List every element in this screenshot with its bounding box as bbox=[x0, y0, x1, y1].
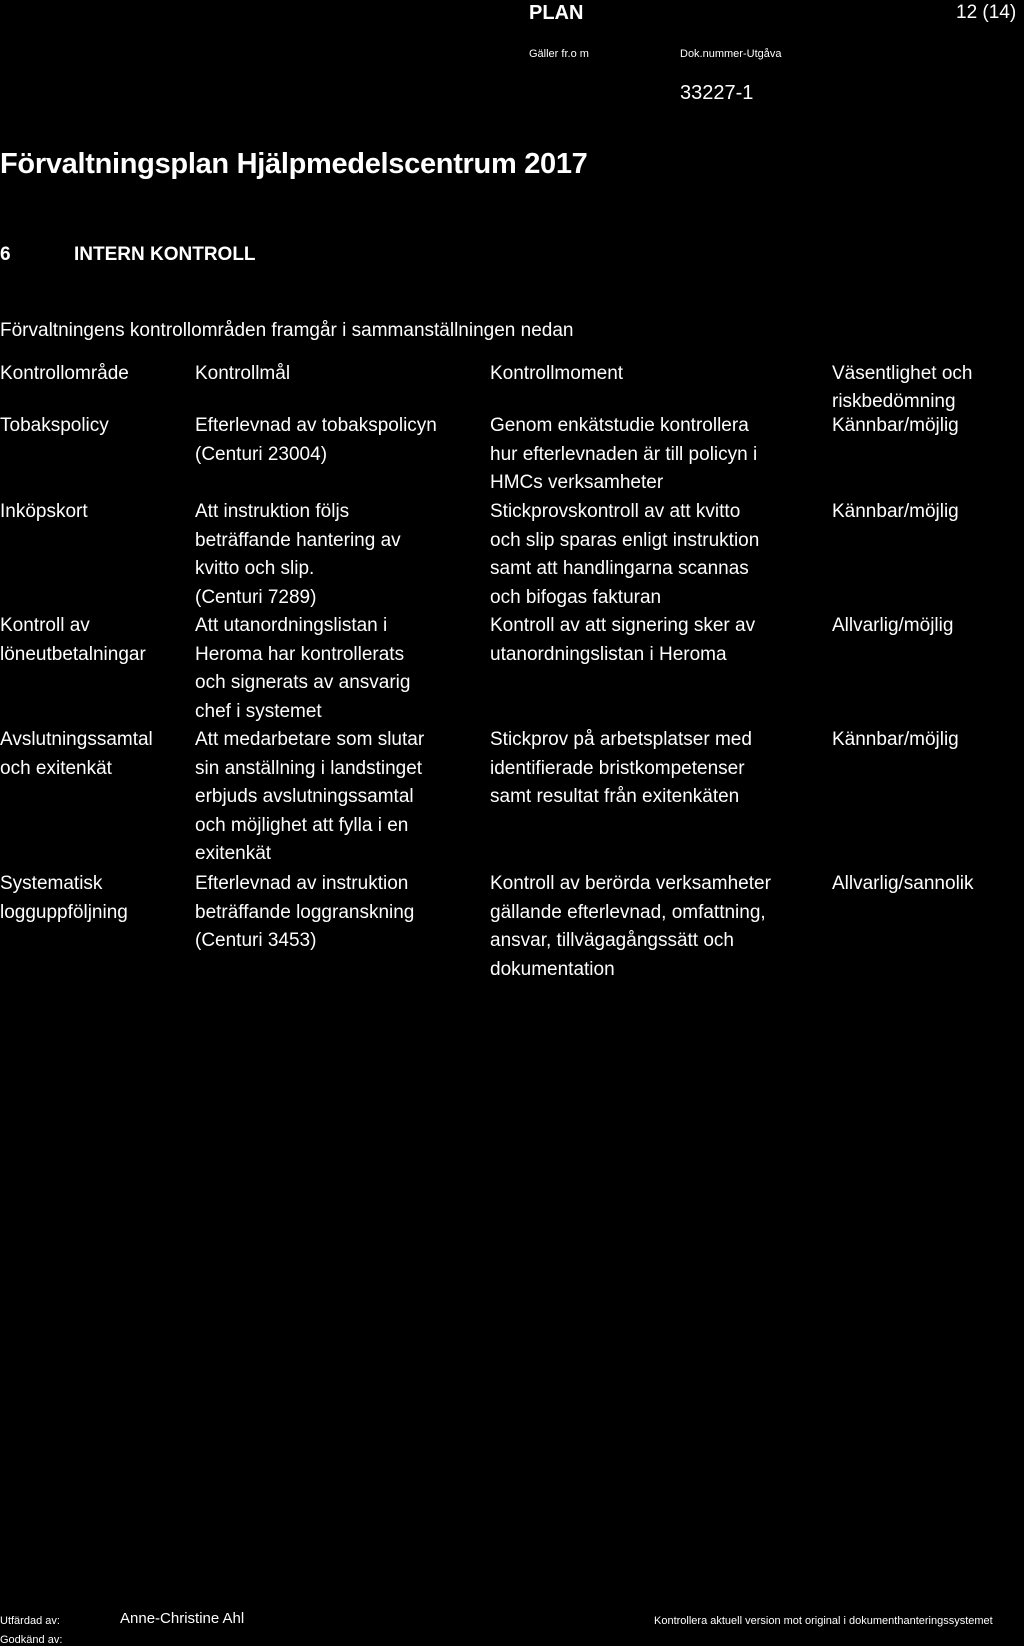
issued-by-name: Anne-Christine Ahl bbox=[120, 1610, 245, 1627]
control-table bbox=[0, 360, 1024, 980]
cell-line: utanordningslistan i Heroma bbox=[490, 643, 727, 665]
cell-risk: Kännbar/möjlig bbox=[832, 415, 959, 436]
cell-line: Kontroll av bbox=[0, 615, 90, 636]
page-title: Förvaltningsplan Hjälpmedelscentrum 2017 bbox=[0, 148, 588, 180]
cell-goal bbox=[195, 412, 437, 469]
column-header-goal: Kontrollmål bbox=[195, 363, 291, 384]
cell-line: Tobakspolicy bbox=[0, 415, 109, 436]
cell-line: (Centuri 3453) bbox=[195, 930, 317, 951]
cell-moment bbox=[490, 412, 757, 498]
cell-moment bbox=[490, 498, 759, 612]
column-header-moment: Kontrollmoment bbox=[490, 363, 624, 384]
cell-line: HMCs verksamheter bbox=[490, 472, 664, 493]
page-number: 12 (14) bbox=[956, 2, 1017, 23]
table-header-row bbox=[0, 360, 1024, 412]
cell-line: erbjuds avslutningssamtal bbox=[195, 786, 414, 807]
cell-area bbox=[0, 412, 109, 441]
cell-line: samt resultat från exitenkäten bbox=[490, 786, 740, 807]
cell-line: Avslutningssamtal bbox=[0, 729, 153, 750]
cell-line: dokumentation bbox=[490, 958, 615, 980]
cell-line: hur efterlevnaden är till policyn i bbox=[490, 443, 758, 465]
cell-line: Systematisk bbox=[0, 873, 103, 894]
cell-line: chef i systemet bbox=[195, 700, 322, 722]
cell-goal bbox=[195, 612, 410, 726]
intro-text: Förvaltningens kontrollområden framgår i sammanställningen nedan bbox=[0, 320, 574, 341]
cell-area bbox=[0, 726, 153, 783]
cell-risk: Kännbar/möjlig bbox=[832, 501, 959, 522]
cell-line: Efterlevnad av instruktion bbox=[195, 873, 409, 894]
doc-number: 33227-1 bbox=[680, 82, 754, 104]
cell-line: exitenkät bbox=[195, 843, 272, 864]
cell-risk: Allvarlig/möjlig bbox=[832, 615, 954, 636]
cell-goal bbox=[195, 870, 414, 956]
version-note: Kontrollera aktuell version mot original i dokumenthanteringssystemet bbox=[654, 1615, 993, 1627]
cell-line: Att medarbetare som slutar bbox=[195, 729, 425, 750]
cell-line: beträffande loggranskning bbox=[195, 901, 415, 923]
cell-line: och exitenkät bbox=[0, 757, 112, 779]
cell-risk: Allvarlig/sannolik bbox=[832, 873, 974, 894]
cell-line: logguppföljning bbox=[0, 901, 128, 923]
cell-area bbox=[0, 498, 88, 527]
valid-from-label: Gäller fr.o m bbox=[529, 48, 589, 60]
cell-area bbox=[0, 870, 128, 927]
column-header-risk: Väsentlighet och riskbedömning bbox=[832, 363, 973, 412]
cell-line: Kontroll av att signering sker av bbox=[490, 615, 756, 636]
cell-line: och slip sparas enligt instruktion bbox=[490, 529, 760, 551]
cell-goal bbox=[195, 498, 401, 612]
cell-line: (Centuri 23004) bbox=[195, 443, 328, 465]
cell-line: Kontroll av berörda verksamheter bbox=[490, 873, 771, 894]
cell-line: Att utanordningslistan i bbox=[195, 615, 388, 636]
column-header-area: Kontrollområde bbox=[0, 363, 129, 384]
cell-moment bbox=[490, 870, 771, 984]
section-title: INTERN KONTROLL bbox=[74, 244, 256, 265]
cell-line: kvitto och slip. bbox=[195, 558, 315, 579]
approved-by-label: Godkänd av: bbox=[0, 1634, 63, 1646]
cell-line: och signerats av ansvarig bbox=[195, 672, 411, 693]
cell-area bbox=[0, 612, 146, 669]
cell-line: (Centuri 7289) bbox=[195, 586, 317, 608]
cell-line: identifierade bristkompetenser bbox=[490, 757, 745, 779]
cell-line: Genom enkätstudie kontrollera bbox=[490, 415, 749, 436]
cell-line: sin anställning i landstinget bbox=[195, 757, 423, 779]
issued-by-label: Utfärdad av: bbox=[0, 1615, 60, 1627]
cell-line: och möjlighet att fylla i en bbox=[195, 814, 409, 836]
cell-line: beträffande hantering av bbox=[195, 529, 401, 551]
cell-line: ansvar, tillvägagångssätt och bbox=[490, 930, 734, 951]
cell-moment bbox=[490, 612, 755, 669]
section-number: 6 bbox=[0, 244, 11, 265]
cell-line: gällande efterlevnad, omfattning, bbox=[490, 901, 766, 923]
doc-number-label: Dok.nummer-Utgåva bbox=[680, 48, 782, 60]
cell-line: Stickprov på arbetsplatser med bbox=[490, 729, 752, 750]
cell-line: Heroma har kontrollerats bbox=[195, 643, 405, 665]
document-type: PLAN bbox=[529, 2, 584, 24]
cell-line: och bifogas fakturan bbox=[490, 586, 662, 608]
cell-line: Stickprovskontroll av att kvitto bbox=[490, 501, 741, 522]
cell-line: Efterlevnad av tobakspolicyn bbox=[195, 415, 437, 436]
cell-line: Att instruktion följs bbox=[195, 501, 350, 522]
cell-risk: Kännbar/möjlig bbox=[832, 729, 959, 750]
section-heading bbox=[0, 244, 256, 266]
cell-goal bbox=[195, 726, 424, 869]
cell-line: samt att handlingarna scannas bbox=[490, 558, 749, 579]
cell-line: Inköpskort bbox=[0, 501, 88, 522]
cell-line: löneutbetalningar bbox=[0, 643, 146, 665]
cell-moment bbox=[490, 726, 752, 812]
